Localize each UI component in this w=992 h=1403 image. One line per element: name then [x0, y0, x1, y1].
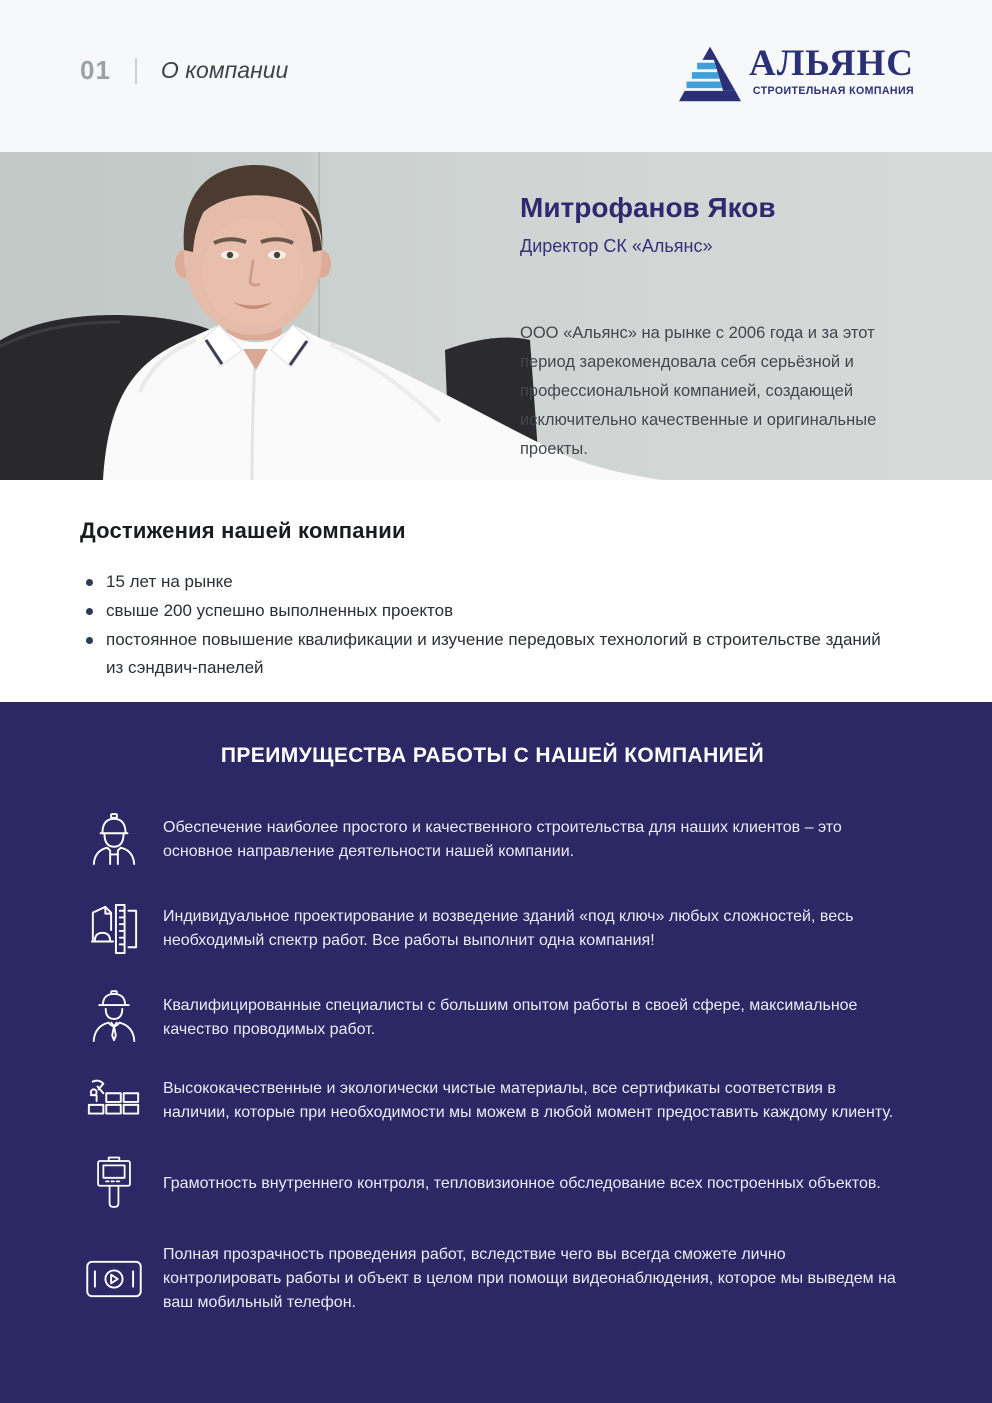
blueprint-icon	[85, 899, 143, 959]
company-logo	[679, 45, 914, 108]
advantage-text: Грамотность внутреннего контроля, тепловизионное обследование всех построенных объектов.	[163, 1175, 881, 1192]
achievements-heading: Достижения нашей компании	[80, 518, 406, 543]
advantage-text: Высококачественные и экологически чистые материалы, все сертификаты соответствия в наличии, которые при необходимости мы можем в любой момент предоставить каждому клиенту.	[163, 1080, 894, 1121]
worker-icon	[85, 810, 143, 870]
thermal-camera-icon	[85, 1154, 143, 1214]
page-header	[0, 0, 992, 152]
achievements-section	[0, 480, 992, 702]
engineer-icon	[85, 988, 143, 1048]
advantage-text: Квалифицированные специалисты с большим опытом работы в своей сфере, максимальное качество проводимых работ.	[163, 997, 858, 1038]
advantage-item	[85, 899, 900, 959]
advantage-item	[85, 810, 900, 870]
advantage-text: Полная прозрачность проведения работ, вследствие чего вы всегда сможете лично контролировать работы и объект в целом при помощи видеонаблюдения, которое мы выведем на ваш мобильный телефон.	[163, 1246, 896, 1311]
logo-name: АЛЬЯНС	[748, 43, 914, 84]
logo-tagline: СТРОИТЕЛЬНАЯ КОМПАНИЯ	[752, 85, 914, 97]
section-indicator	[80, 55, 288, 86]
advantages-section	[0, 702, 992, 1403]
section-number: 01	[80, 55, 111, 85]
company-description: ООО «Альянс» на рынке с 2006 года и за этот период зарекомендовала себя серьёзной и профессиональной компанией, создающей исключительно качественные и оригинальные проекты.	[520, 324, 877, 458]
advantage-text: Обеспечение наиболее простого и качественного строительства для наших клиентов – это основное направление деятельности нашей компании.	[163, 819, 842, 860]
divider	[135, 58, 137, 84]
achievements-list	[80, 568, 902, 682]
advantages-heading: ПРЕИМУЩЕСТВА РАБОТЫ С НАШЕЙ КОМПАНИЕЙ	[220, 744, 765, 767]
advantage-text: Индивидуальное проектирование и возведение зданий «под ключ» любых сложностей, весь необходимый спектр работ. Все работы выполнит одна компания!	[163, 908, 854, 949]
bricks-icon	[85, 1077, 143, 1125]
achievement-item: свыше 200 успешно выполненных проектов	[80, 597, 902, 625]
advantage-item	[85, 1154, 900, 1214]
achievement-item: постоянное повышение квалификации и изучение передовых технологий в строительстве зданий из сэндвич-панелей	[80, 626, 902, 682]
director-name: Митрофанов Яков	[520, 192, 776, 223]
logo-text	[749, 45, 914, 97]
advantage-item	[85, 1077, 900, 1125]
smartphone-icon	[85, 1258, 143, 1300]
profile-text-block	[520, 192, 940, 464]
pyramid-logo-icon	[679, 45, 741, 108]
section-title: О компании	[160, 57, 289, 83]
achievement-item: 15 лет на рынке	[80, 568, 902, 596]
advantage-item	[85, 988, 900, 1048]
director-photo-band	[0, 152, 992, 480]
director-title: Директор СК «Альянс»	[520, 236, 713, 256]
advantage-item	[85, 1243, 900, 1315]
